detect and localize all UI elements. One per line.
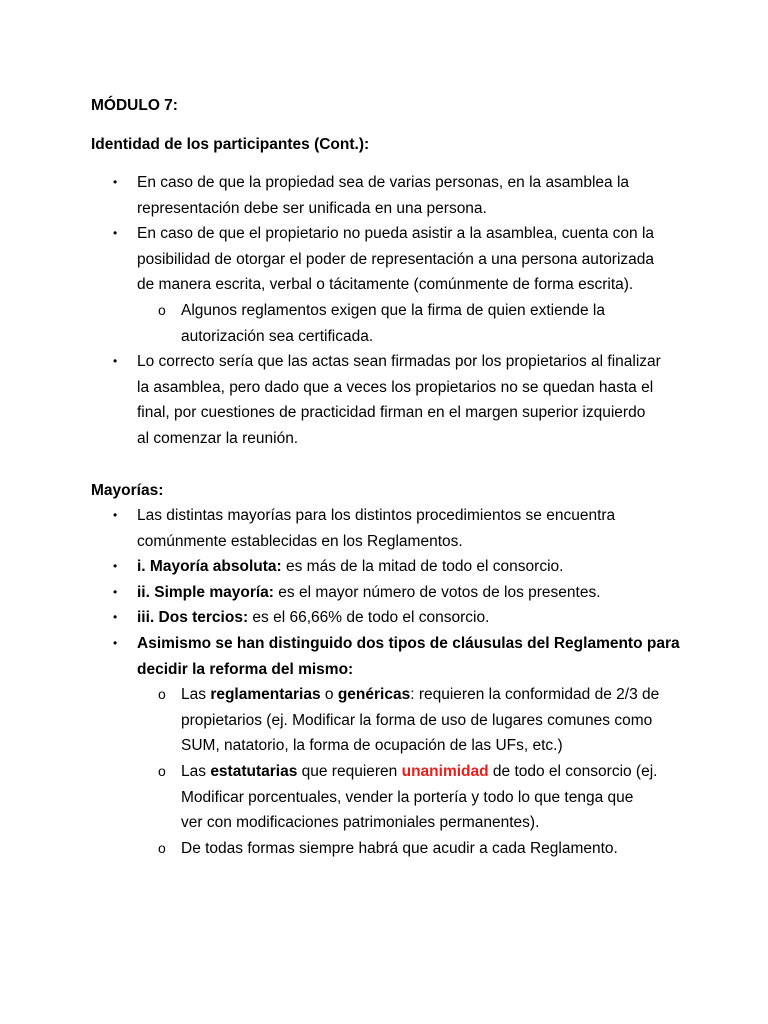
bullet-icon: • <box>113 610 118 625</box>
bullet-icon: • <box>113 226 118 241</box>
list-item: • Lo correcto sería que las actas sean firmadas por los propietarios al finalizar la asamblea, pero dado que a veces los propietarios no se quedan hasta el final, por cuestiones de practicidad firman en el margen superior izquierdo al comenzar la reunión. <box>0 349 677 451</box>
bullet-icon: • <box>113 508 118 522</box>
list-item: • ii. Simple mayoría: es el mayor número de votos de los presentes. <box>0 580 677 606</box>
circle-bullet-icon: o <box>158 686 166 703</box>
bullet-icon: • <box>113 354 118 369</box>
highlight-unanimidad: unanimidad <box>401 762 489 780</box>
sub-list-item: o Algunos reglamentos exigen que la firma de quien extiende la autorización sea certificada. <box>0 298 681 349</box>
bullet-icon: • <box>113 559 118 574</box>
bullet-icon: • <box>113 175 118 189</box>
mayorias-list <box>0 503 768 861</box>
mayorias-heading: Mayorías: <box>91 482 164 499</box>
sub-list-item: o Las reglamentarias o genéricas: requieren la conformidad de 2/3 de propietarios (ej. Modificar la forma de uso de lugares comunes como SUM, natatorio, la forma de ocupación de las UFs, etc.) <box>0 682 681 759</box>
circle-bullet-icon: o <box>158 301 166 318</box>
bullet-icon: • <box>113 584 118 599</box>
participants-heading: Identidad de los participantes (Cont.): <box>91 136 370 153</box>
sub-list-item: o Las estatutarias que requieren unanimidad de todo el consorcio (ej. Modificar porcentuales, vender la portería y todo lo que tenga que ver con modificaciones patrimoniales permanentes). <box>0 759 681 836</box>
list-item: • iii. Dos tercios: es el 66,66% de todo el consorcio. <box>0 605 677 631</box>
sub-list-item: o De todas formas siempre habrá que acudir a cada Reglamento. <box>0 836 681 862</box>
bullet-icon: • <box>113 635 118 650</box>
list-item: • En caso de que el propietario no pueda asistir a la asamblea, cuenta con la posibilidad de otorgar el poder de representación a una persona autorizada de manera escrita, verbal o tácitamente (comúnmente de forma escrita). <box>0 221 677 298</box>
list-item: • i. Mayoría absoluta: es más de la mitad de todo el consorcio. <box>0 554 677 580</box>
module-title: MÓDULO 7: <box>91 97 178 114</box>
list-item: • En caso de que la propiedad sea de varias personas, en la asamblea la representación debe ser unificada en una persona. <box>0 170 677 221</box>
list-item: • Asimismo se han distinguido dos tipos de cláusulas del Reglamento para decidir la reforma del mismo: <box>0 631 677 682</box>
list-item: • Las distintas mayorías para los distintos procedimientos se encuentra comúnmente establecidas en los Reglamentos. <box>0 503 677 554</box>
circle-bullet-icon: o <box>158 762 166 779</box>
circle-bullet-icon: o <box>158 839 166 856</box>
participants-list <box>0 170 768 452</box>
